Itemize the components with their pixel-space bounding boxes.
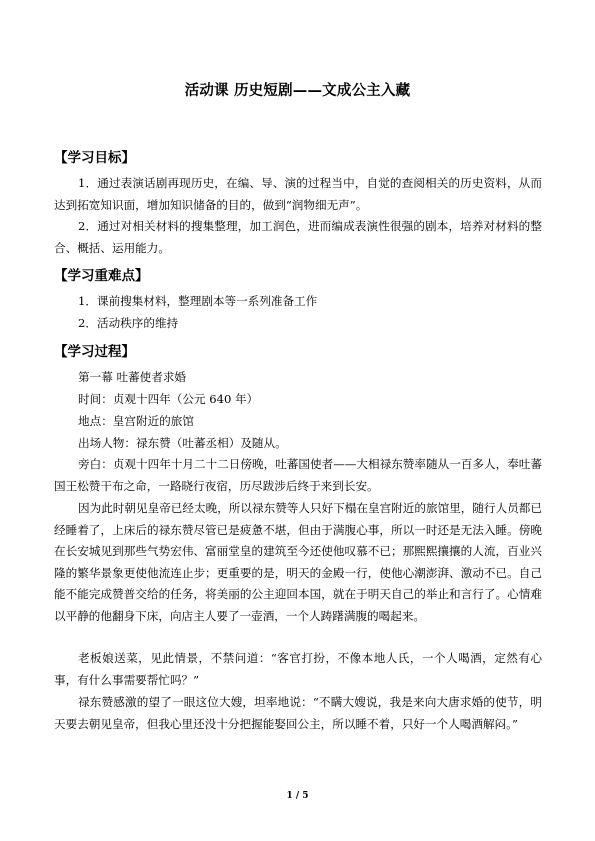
goal-item-2: 2．通过对相关材料的搜集整理，加工润色，进而编成表演性很强的剧本，培养对材料的整合、概括、运用能力。 [54,219,542,255]
story-paragraph-2: 老板娘送菜，见此情景，不禁问道：“客官打扮，不像本地人氏，一个人喝酒，定然有心事，有什么事需要帮忙吗？” [54,651,542,687]
story-paragraph-3: 禄东赞感激的望了一眼这位大嫂，坦率地说：“不瞒大嫂说，我是来向大唐求婚的使节，明天要去朝见皇帝，但我心里还没十分把握能娶回公主，所以睡不着，只好一个人喝酒解闷。” [54,695,542,731]
narration-paragraph: 旁白：贞观十四年十月二十二日傍晚，吐蕃国使者——大相禄东赞率随从一百多人，奉吐蕃国王松赞干布之命，一路晓行夜宿，历尽跋涉后终于来到长安。 [54,457,542,493]
document-title: 活动课 历史短剧——文成公主入藏 [184,83,411,99]
section-heading-process: 【学习过程】 [54,344,135,360]
page-number: 1 / 5 [286,791,309,801]
act-title: 第一幕 吐蕃使者求婚 [78,370,187,384]
difficulty-item-2: 2．活动秩序的维持 [78,316,179,330]
scene-time: 时间：贞观十四年（公元 640 年） [78,392,259,406]
story-paragraph-1: 因为此时朝见皇帝已经太晚，所以禄东赞等人只好下榻在皇宫附近的旅馆里，随行人员都已经睡着了，上床后的禄东赞尽管已是疲惫不堪，但由于满腹心事，所以一时还是无法入睡。傍晚在长安城见到那些气势宏伟、富丽堂皇的建筑至今还使他叹慕不已；那熙熙攘攘的人流，百业兴隆的繁华景象更使他流连止步；更重要的是，明天的金殿一行，使他心潮澎湃、激动不已。自己能不能完成赞普交给的任务，将美丽的公主迎回本国，就在于明天自己的举止和言行了。心情难以平静的他翻身下床，向店主人要了一壶酒，一个人踌躇满腹的喝起来。 [54,501,542,623]
section-heading-goals: 【学习目标】 [54,150,135,166]
scene-characters: 出场人物：禄东赞（吐蕃丞相）及随从。 [78,436,287,450]
difficulty-item-1: 1．课前搜集材料，整理剧本等一系列准备工作 [78,294,318,308]
section-heading-difficulties: 【学习重难点】 [54,268,149,284]
goal-item-1: 1．通过表演话剧再现历史，在编、导、演的过程当中，自觉的查阅相关的历史资料，从而达到拓宽知识面，增加知识储备的目的，做到“润物细无声”。 [54,176,542,212]
scene-place: 地点：皇宫附近的旅馆 [78,414,194,428]
